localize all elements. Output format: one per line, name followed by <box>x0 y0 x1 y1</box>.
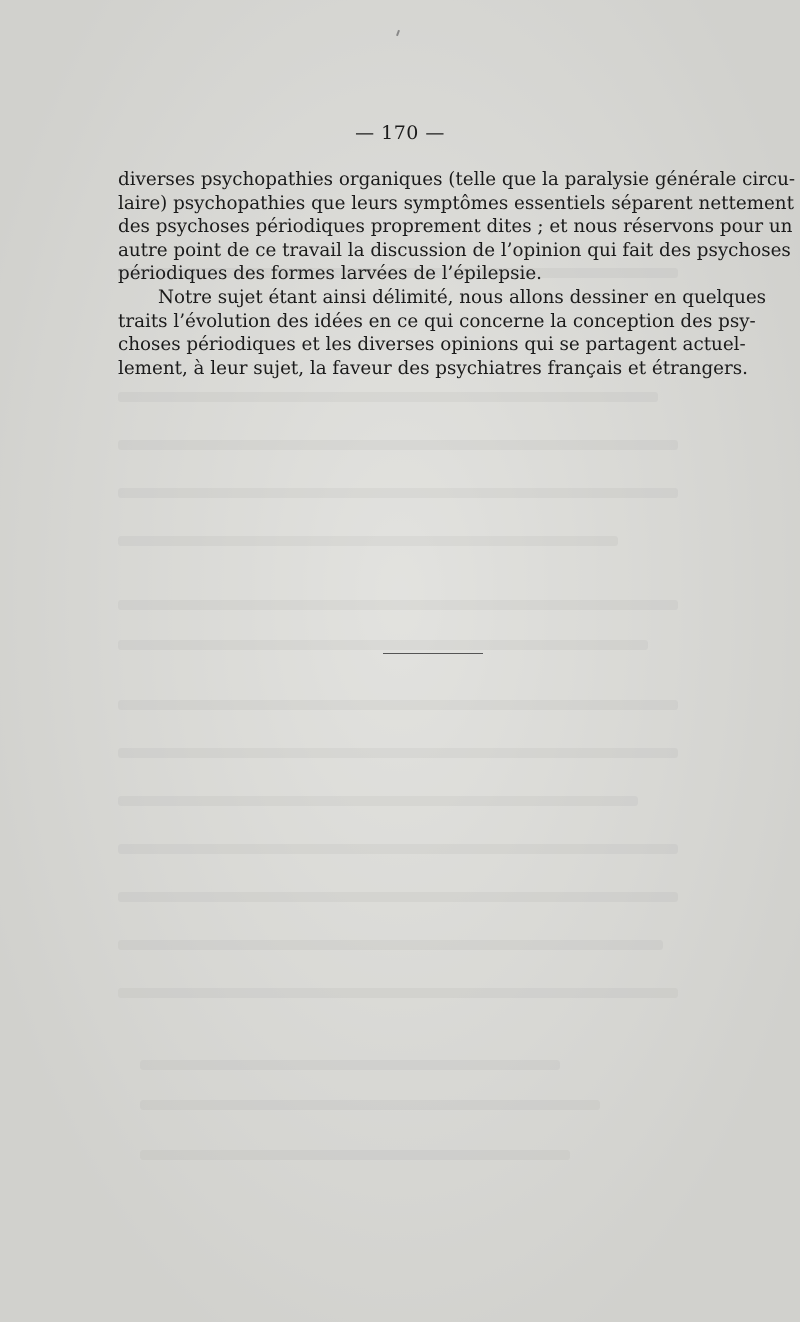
show-through-line <box>118 600 678 610</box>
show-through-line <box>118 440 678 450</box>
text-line: traits l’évolution des idées en ce qui concerne la conception des psy- <box>118 310 756 332</box>
body-text <box>118 168 796 380</box>
section-divider <box>383 653 483 654</box>
paragraph <box>118 168 796 286</box>
page-number: — 170 — <box>355 122 445 144</box>
text-line: choses périodiques et les diverses opinions qui se partagent actuel- <box>118 334 746 356</box>
show-through-line <box>118 988 678 998</box>
show-through-line <box>118 536 618 546</box>
text-line: lement, à leur sujet, la faveur des psychiatres français et étrangers. <box>118 357 748 379</box>
show-through-line <box>118 796 638 806</box>
show-through-line <box>140 1150 570 1160</box>
show-through-line <box>118 940 663 950</box>
show-through-line <box>118 488 678 498</box>
text-line: diverses psychopathies organiques (telle que la paralysie générale circu- <box>118 169 796 190</box>
show-through-line <box>118 844 678 854</box>
show-through-line <box>140 1060 560 1070</box>
show-through-line <box>118 892 678 902</box>
show-through-line <box>118 748 678 758</box>
text-line: Notre sujet étant ainsi délimité, nous allons dessiner en quelques <box>158 286 767 308</box>
show-through-line <box>118 700 678 710</box>
show-through-line <box>118 640 648 650</box>
stray-mark <box>396 30 400 36</box>
text-line: autre point de ce travail la discussion de l’opinion qui fait des psychoses <box>118 239 791 261</box>
show-through-line <box>118 392 658 402</box>
show-through-line <box>140 1100 600 1110</box>
text-line: périodiques des formes larvées de l’épilepsie. <box>118 263 542 285</box>
paragraph <box>118 286 767 380</box>
text-line: laire) psychopathies que leurs symptômes essentiels séparent nettement <box>118 192 794 214</box>
text-line: des psychoses périodiques proprement dites ; et nous réservons pour un <box>118 216 793 238</box>
